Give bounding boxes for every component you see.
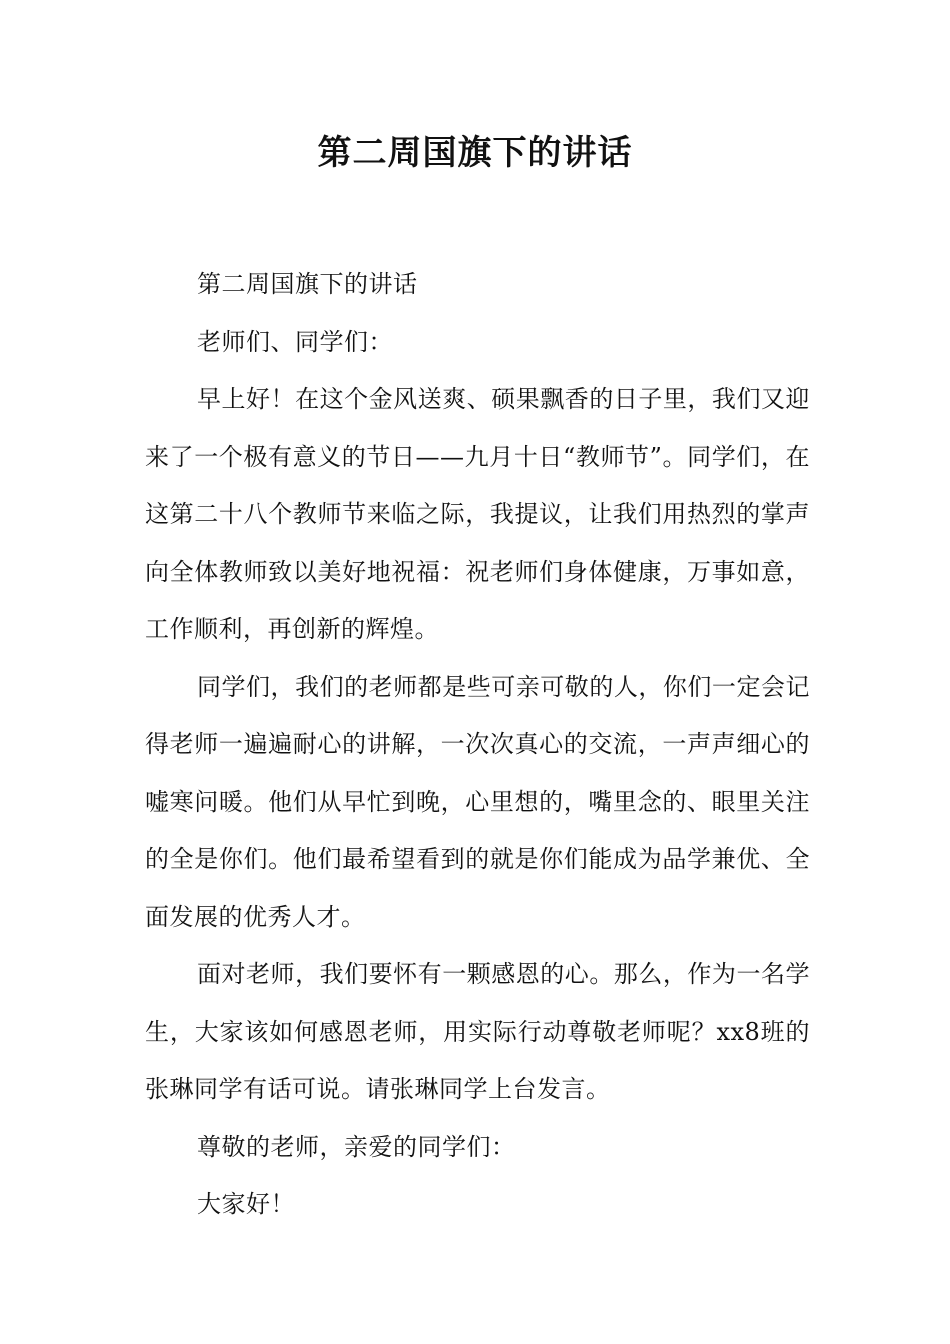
paragraph-address: 尊敬的老师，亲爱的同学们： bbox=[197, 1132, 516, 1161]
document-title: 第二周国旗下的讲话 bbox=[317, 133, 633, 173]
paragraph-heading: 第二周国旗下的讲话 bbox=[197, 270, 418, 298]
paragraph-gratitude: 面对老师，我们要怀有一颗感恩的心。那么，作为一名学生，大家该如何感恩老师，用实际行动尊敬老师呢？xx8班的张琳同学有话可说。请张琳同学上台发言。 bbox=[145, 960, 810, 1103]
paragraph-salutation: 老师们、同学们： bbox=[197, 327, 393, 356]
document-body bbox=[145, 256, 810, 1234]
paragraph-hello: 大家好！ bbox=[197, 1190, 295, 1218]
paragraph-greeting: 早上好！在这个金风送爽、硕果飘香的日子里，我们又迎来了一个极有意义的节日——九月十日“教师节”。同学们，在这第二十八个教师节来临之际，我提议，让我们用热烈的掌声向全体教师致以美好地祝福：祝老师们身体健康，万事如意，工作顺利，再创新的辉煌。 bbox=[145, 385, 810, 643]
paragraph-teachers: 同学们，我们的老师都是些可亲可敬的人，你们一定会记得老师一遍遍耐心的讲解，一次次真心的交流，一声声细心的嘘寒问暖。他们从早忙到晚，心里想的，嘴里念的、眼里关注的全是你们。他们最希望看到的就是你们能成为品学兼优、全面发展的优秀人才。 bbox=[145, 672, 810, 931]
